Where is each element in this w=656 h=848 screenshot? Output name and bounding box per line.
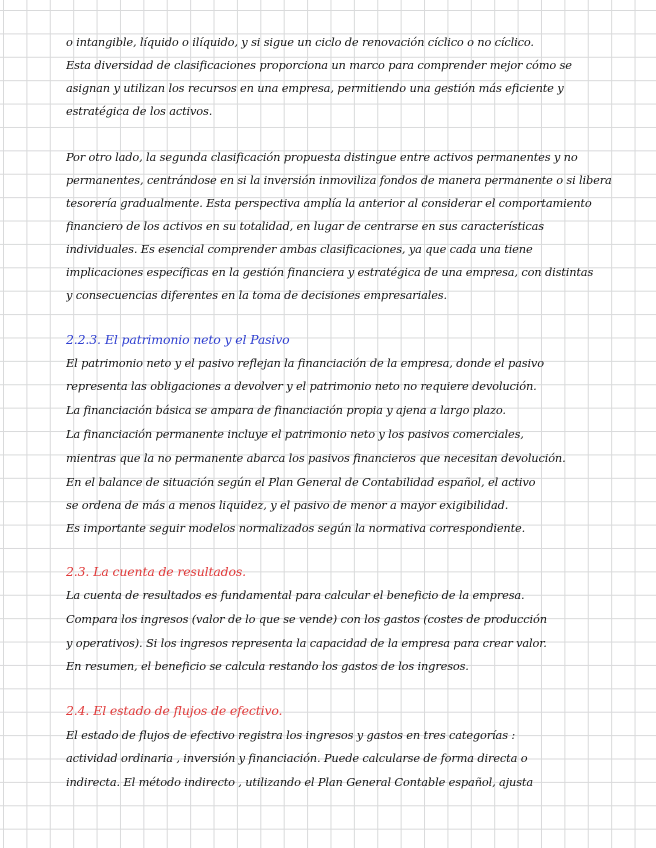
text-line: La financiación permanente incluye el patrimonio neto y los pasivos comerciales,: [66, 427, 524, 441]
text-line: mientras que la no permanente abarca los pasivos financieros que necesitan devolución.: [66, 451, 566, 465]
text-line: La financiación básica se ampara de financiación propia y ajena a largo plazo.: [66, 403, 506, 417]
text-line: o intangible, líquido o ilíquido, y si sigue un ciclo de renovación cíclico o no cíclico.: [66, 35, 534, 49]
text-line: En resumen, el beneficio se calcula restando los gastos de los ingresos.: [66, 659, 469, 673]
text-line: asignan y utilizan los recursos en una empresa, permitiendo una gestión más eficiente y: [66, 81, 564, 95]
section-number: 2.3.: [66, 564, 90, 579]
text-line: El patrimonio neto y el pasivo reflejan la financiación de la empresa, donde el pasivo: [66, 356, 544, 370]
text-line: El estado de flujos de efectivo registra los ingresos y gastos en tres categorías :: [66, 728, 516, 742]
text-line: indirecta. El método indirecto , utilizando el Plan General Contable español, ajusta: [66, 775, 534, 789]
text-line: se ordena de más a menos liquidez, y el pasivo de menor a mayor exigibilidad.: [66, 498, 509, 512]
text-line: Por otro lado, la segunda clasificación propuesta distingue entre activos permanentes y no: [66, 150, 578, 164]
section-heading: [66, 332, 634, 348]
text-line: La cuenta de resultados es fundamental para calcular el beneficio de la empresa.: [66, 588, 525, 602]
text-line: representa las obligaciones a devolver y el patrimonio neto no requiere devolución.: [66, 379, 537, 393]
text-line: implicaciones específicas en la gestión financiera y estratégica de una empresa, con distintas: [66, 265, 594, 279]
text-line: actividad ordinaria , inversión y financiación. Puede calcularse de forma directa o: [66, 751, 528, 765]
section-title: El estado de flujos de efectivo.: [93, 703, 283, 718]
text-line: permanentes, centrándose en si la inversión inmoviliza fondos de manera permanente o si libera: [66, 173, 612, 187]
text-line: Compara los ingresos (valor de lo que se vende) con los gastos (costes de producción: [66, 612, 547, 626]
section-heading: [66, 703, 634, 719]
text-line: Es importante seguir modelos normalizados según la normativa correspondiente.: [66, 521, 526, 535]
text-line: En el balance de situación según el Plan General de Contabilidad español, el activo: [66, 475, 536, 489]
text-line: tesorería gradualmente. Esta perspectiva amplía la anterior al considerar el comportamiento: [66, 196, 592, 210]
text-line: y consecuencias diferentes en la toma de decisiones empresariales.: [66, 288, 447, 302]
text-line: estratégica de los activos.: [66, 104, 213, 118]
text-line: individuales. Es esencial comprender ambas clasificaciones, ya que cada una tiene: [66, 242, 533, 256]
section-title: El patrimonio neto y el Pasivo: [104, 332, 290, 347]
text-line: y operativos). Si los ingresos representa la capacidad de la empresa para crear valor.: [66, 636, 547, 650]
section-title: La cuenta de resultados.: [93, 564, 246, 579]
section-number: 2.4.: [66, 703, 90, 718]
text-line: financiero de los activos en su totalidad, en lugar de centrarse en sus características: [66, 219, 544, 233]
text-line: Esta diversidad de clasificaciones proporciona un marco para comprender mejor cómo se: [66, 58, 572, 72]
section-heading: [66, 564, 634, 580]
section-number: 2.2.3.: [66, 332, 101, 347]
